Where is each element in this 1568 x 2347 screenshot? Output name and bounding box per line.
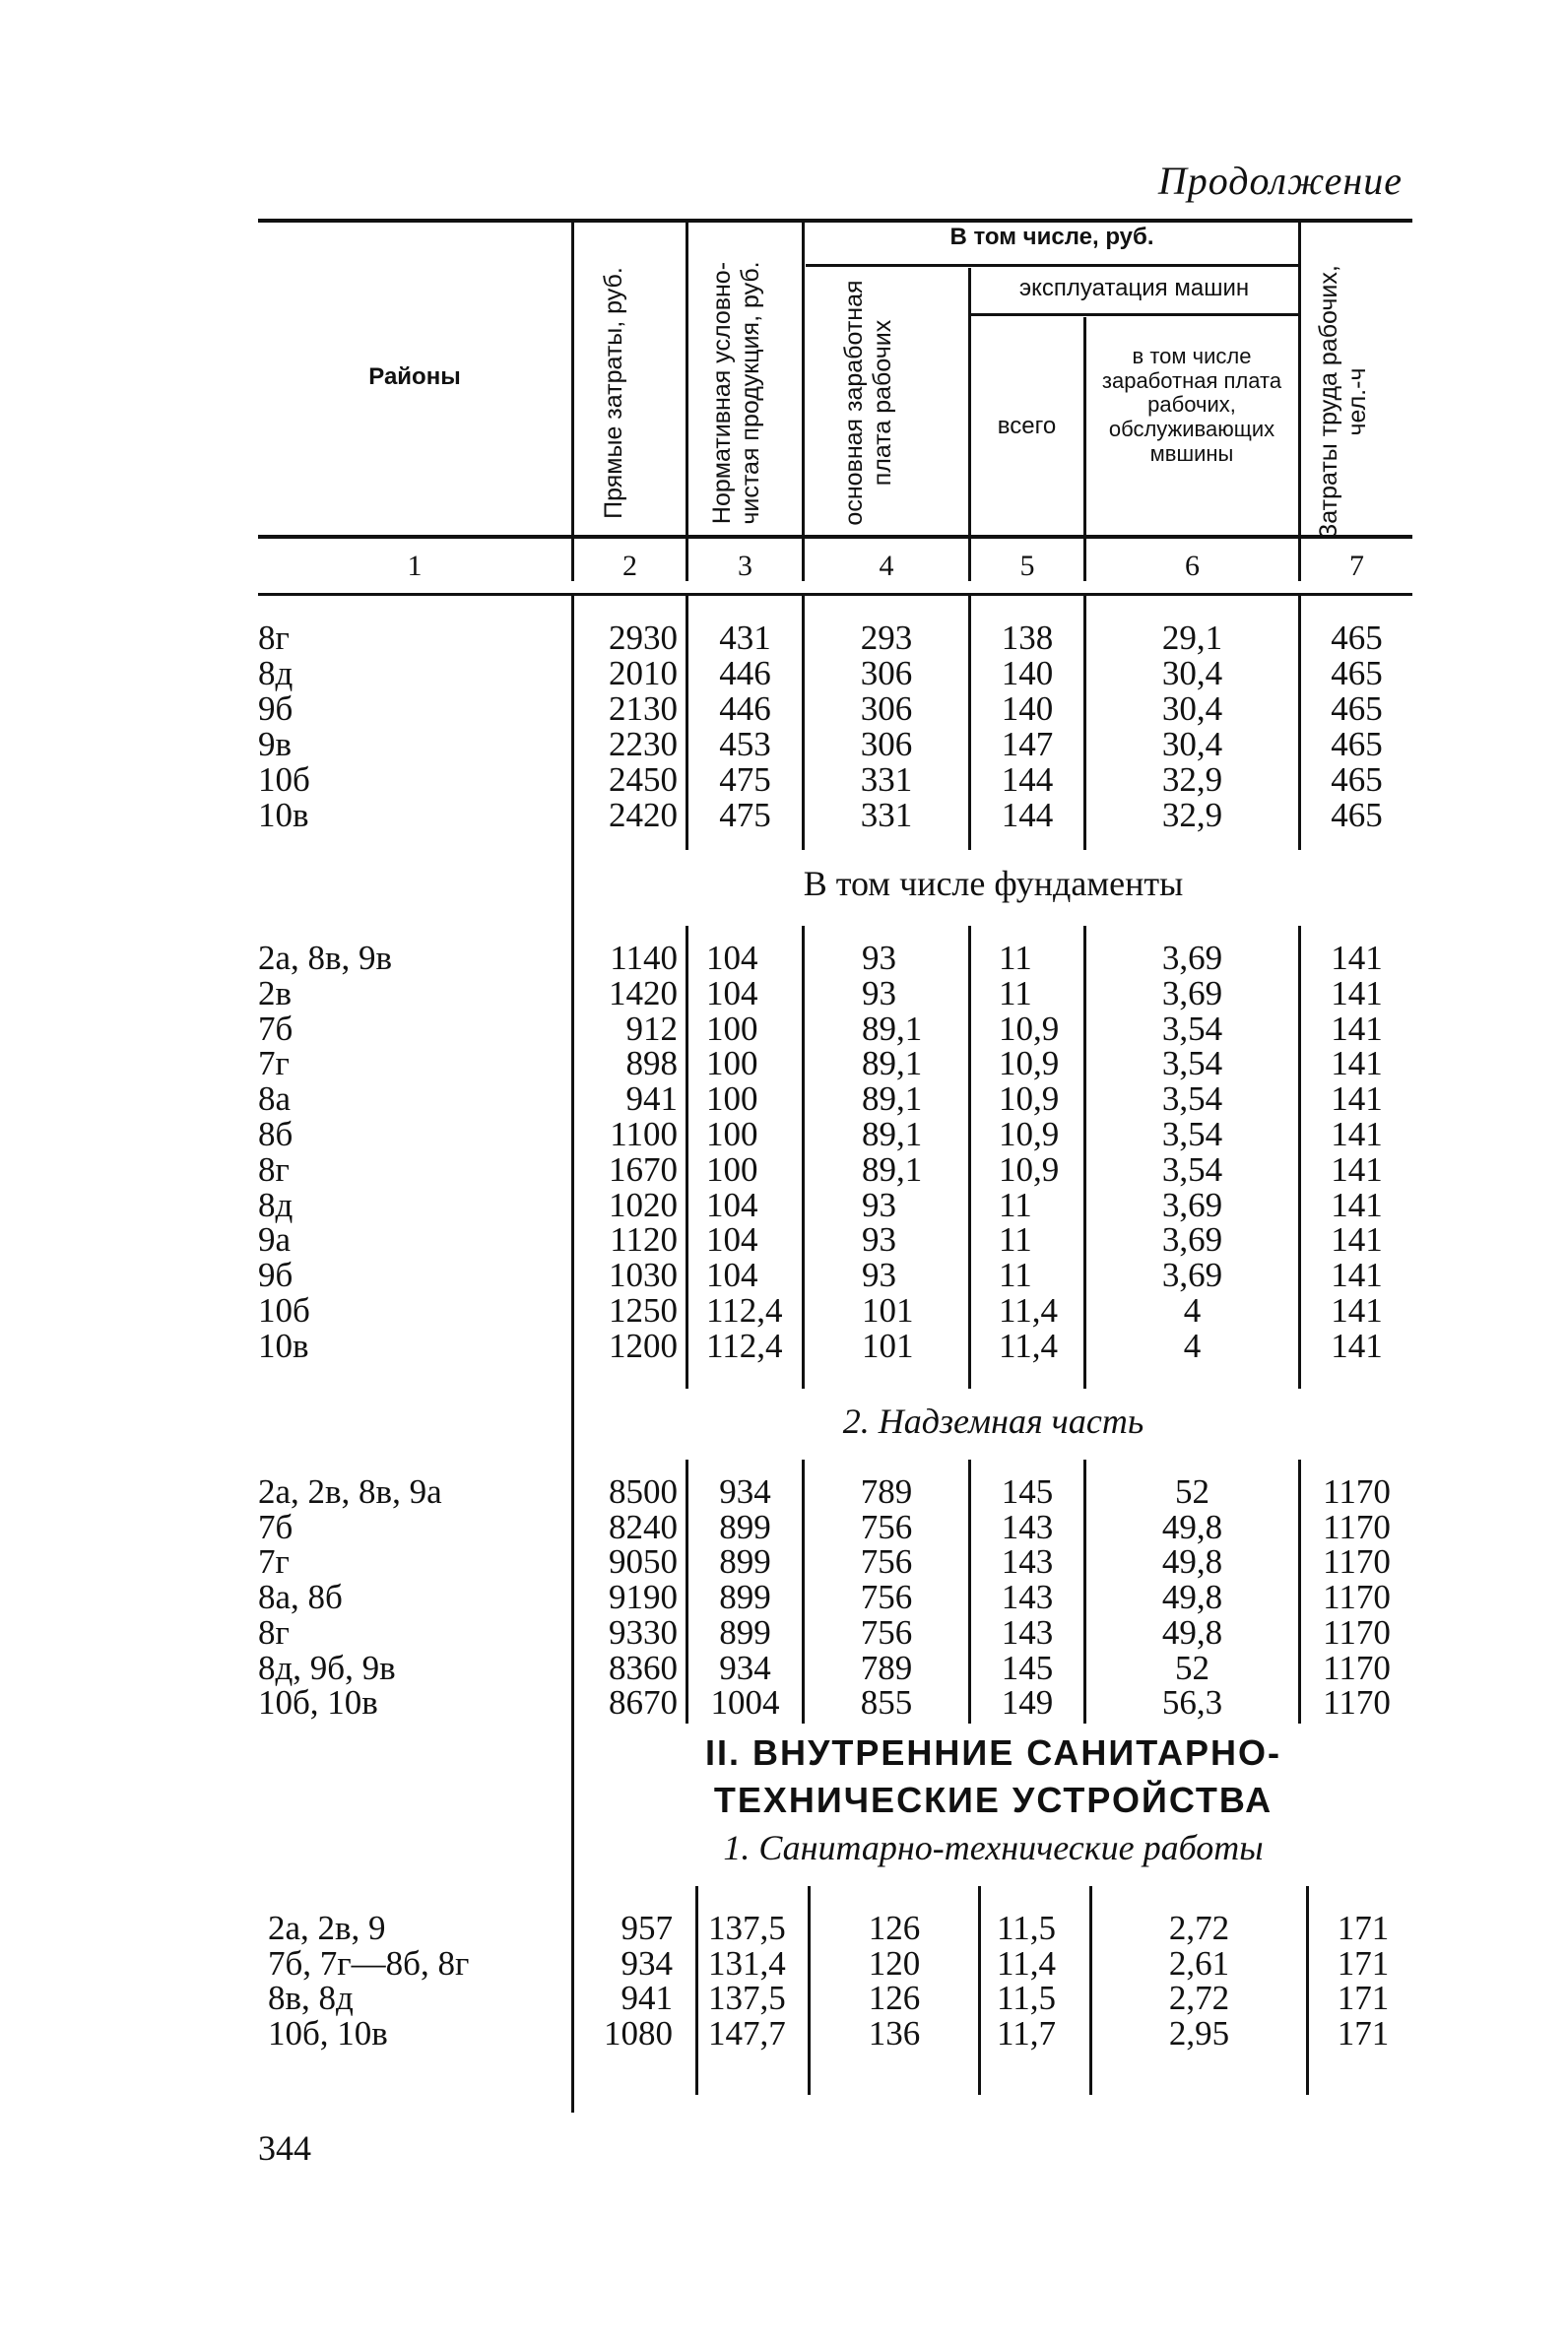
cell-labor-costs: 141 bbox=[1331, 1256, 1383, 1294]
cell-labor-costs: 1170 bbox=[1323, 1472, 1391, 1511]
cell-normative-product: 131,4 bbox=[708, 1944, 786, 1983]
cell-direct-costs: 2450 bbox=[609, 760, 678, 799]
cell-machine-total: 144 bbox=[1001, 760, 1054, 799]
cell-region: 8г bbox=[258, 1150, 290, 1189]
cell-region: 9б bbox=[258, 689, 294, 728]
cell-region: 10б, 10в bbox=[258, 1683, 378, 1722]
cell-normative-product: 100 bbox=[706, 1044, 758, 1082]
header-divider-6 bbox=[1298, 223, 1301, 581]
cell-direct-costs: 9190 bbox=[609, 1578, 678, 1616]
cell-base-wages: 756 bbox=[860, 1613, 913, 1652]
section-heading-sanitary-line1: II. ВНУТРЕННИЕ САНИТАРНО- bbox=[705, 1732, 1281, 1773]
cell-labor-costs: 1170 bbox=[1323, 1508, 1391, 1546]
header-normative-product bbox=[708, 243, 791, 543]
cell-direct-costs: 8670 bbox=[609, 1683, 678, 1722]
cell-direct-costs: 941 bbox=[625, 1079, 678, 1118]
cell-base-wages: 126 bbox=[868, 1909, 921, 1947]
cell-labor-costs: 141 bbox=[1331, 1079, 1383, 1118]
cell-base-wages: 306 bbox=[860, 725, 913, 763]
section-title-foundations: В том числе фундаменты bbox=[803, 864, 1184, 903]
cell-machine-total: 140 bbox=[1001, 654, 1054, 692]
cell-direct-costs: 1120 bbox=[610, 1220, 678, 1259]
cell-operator-wages: 3,54 bbox=[1161, 1115, 1223, 1153]
cell-direct-costs: 8360 bbox=[609, 1649, 678, 1687]
cell-base-wages: 89,1 bbox=[862, 1115, 923, 1153]
header-total: всего bbox=[997, 413, 1057, 439]
cell-operator-wages: 3,69 bbox=[1161, 974, 1223, 1012]
cell-direct-costs: 2230 bbox=[609, 725, 678, 763]
cell-direct-costs: 8500 bbox=[609, 1472, 678, 1511]
cell-labor-costs: 171 bbox=[1337, 1909, 1390, 1947]
cell-region: 8д bbox=[258, 1186, 294, 1224]
cell-machine-total: 10,9 bbox=[999, 1079, 1060, 1118]
cell-labor-costs: 141 bbox=[1331, 1220, 1383, 1259]
cell-operator-wages: 30,4 bbox=[1161, 654, 1223, 692]
cell-operator-wages: 2,95 bbox=[1168, 2014, 1230, 2053]
section-heading-sanitary-line2: ТЕХНИЧЕСКИЕ УСТРОЙСТВА bbox=[713, 1780, 1274, 1820]
cell-region: 2в bbox=[258, 974, 293, 1012]
cell-labor-costs: 171 bbox=[1337, 1944, 1390, 1983]
cell-labor-costs: 1170 bbox=[1323, 1542, 1391, 1581]
cell-direct-costs: 934 bbox=[621, 1944, 673, 1983]
cell-normative-product: 1004 bbox=[710, 1683, 780, 1722]
cell-normative-product: 934 bbox=[719, 1472, 771, 1511]
cell-labor-costs: 141 bbox=[1331, 1291, 1383, 1330]
cell-labor-costs: 465 bbox=[1331, 796, 1383, 834]
cell-normative-product: 147,7 bbox=[708, 2014, 786, 2053]
header-normative-product-text: Нормативная условно-чистая продукция, руб. bbox=[708, 261, 764, 525]
cell-normative-product: 899 bbox=[719, 1578, 771, 1616]
cell-direct-costs: 957 bbox=[621, 1909, 673, 1947]
cell-base-wages: 89,1 bbox=[862, 1044, 923, 1082]
cell-normative-product: 104 bbox=[706, 974, 758, 1012]
cell-labor-costs: 141 bbox=[1331, 974, 1383, 1012]
cell-region: 2а, 2в, 8в, 9а bbox=[258, 1472, 442, 1511]
cell-base-wages: 855 bbox=[860, 1683, 913, 1722]
cell-machine-total: 145 bbox=[1001, 1649, 1054, 1687]
cell-machine-total: 11,4 bbox=[999, 1327, 1058, 1365]
cell-normative-product: 100 bbox=[706, 1115, 758, 1153]
cell-region: 9б bbox=[258, 1256, 294, 1294]
cell-region: 10в bbox=[258, 1327, 309, 1365]
cell-labor-costs: 141 bbox=[1331, 1115, 1383, 1153]
cell-direct-costs: 1020 bbox=[609, 1186, 678, 1224]
cell-direct-costs: 1670 bbox=[609, 1150, 678, 1189]
cell-labor-costs: 465 bbox=[1331, 725, 1383, 763]
cell-direct-costs: 898 bbox=[625, 1044, 678, 1082]
cell-machine-total: 11,7 bbox=[997, 2014, 1056, 2053]
cell-region: 10б bbox=[258, 1291, 310, 1330]
header-regions: Районы bbox=[368, 363, 461, 390]
colnum-bottom-rule bbox=[258, 593, 1412, 596]
cell-operator-wages: 49,8 bbox=[1161, 1578, 1223, 1616]
colnum-1: 1 bbox=[407, 550, 423, 582]
cell-direct-costs: 1420 bbox=[609, 974, 678, 1012]
cell-operator-wages: 4 bbox=[1183, 1291, 1202, 1330]
header-bottom-rule bbox=[258, 535, 1412, 539]
cell-direct-costs: 9330 bbox=[609, 1613, 678, 1652]
cell-base-wages: 306 bbox=[860, 654, 913, 692]
cell-direct-costs: 1080 bbox=[604, 2014, 673, 2053]
cell-machine-total: 143 bbox=[1001, 1613, 1054, 1652]
cell-region: 8г bbox=[258, 619, 290, 657]
cell-region: 8д bbox=[258, 654, 294, 692]
cell-machine-total: 10,9 bbox=[999, 1115, 1060, 1153]
header-machine-operation: эксплуатация машин bbox=[1018, 275, 1250, 301]
cell-base-wages: 126 bbox=[868, 1979, 921, 2017]
cell-machine-total: 11,4 bbox=[997, 1944, 1056, 1983]
cell-operator-wages: 3,54 bbox=[1161, 1079, 1223, 1118]
cell-operator-wages: 2,72 bbox=[1168, 1979, 1230, 2017]
cell-labor-costs: 465 bbox=[1331, 654, 1383, 692]
colnum-2: 2 bbox=[622, 550, 637, 582]
cell-base-wages: 331 bbox=[860, 796, 913, 834]
cell-operator-wages: 32,9 bbox=[1161, 796, 1223, 834]
cell-region: 10в bbox=[258, 796, 309, 834]
cell-normative-product: 431 bbox=[719, 619, 771, 657]
body4-divider-2 bbox=[695, 1886, 698, 2095]
cell-normative-product: 100 bbox=[706, 1010, 758, 1048]
cell-operator-wages: 30,4 bbox=[1161, 689, 1223, 728]
cell-base-wages: 136 bbox=[868, 2014, 921, 2053]
cell-base-wages: 756 bbox=[860, 1578, 913, 1616]
header-divider-3 bbox=[802, 223, 805, 581]
cell-machine-total: 10,9 bbox=[999, 1150, 1060, 1189]
cell-labor-costs: 141 bbox=[1331, 1010, 1383, 1048]
cell-region: 8г bbox=[258, 1613, 290, 1652]
cell-operator-wages: 30,4 bbox=[1161, 725, 1223, 763]
cell-direct-costs: 1250 bbox=[609, 1291, 678, 1330]
cell-machine-total: 144 bbox=[1001, 796, 1054, 834]
cell-labor-costs: 1170 bbox=[1323, 1578, 1391, 1616]
cell-base-wages: 93 bbox=[862, 974, 896, 1012]
cell-labor-costs: 1170 bbox=[1323, 1683, 1391, 1722]
cell-base-wages: 331 bbox=[860, 760, 913, 799]
cell-normative-product: 100 bbox=[706, 1150, 758, 1189]
subgroup-rule bbox=[970, 313, 1298, 316]
cell-base-wages: 93 bbox=[862, 1256, 896, 1294]
cell-operator-wages: 49,8 bbox=[1161, 1508, 1223, 1546]
cell-direct-costs: 2130 bbox=[609, 689, 678, 728]
cell-machine-total: 11,4 bbox=[999, 1291, 1058, 1330]
cell-machine-total: 10,9 bbox=[999, 1010, 1060, 1048]
cell-base-wages: 93 bbox=[862, 939, 896, 977]
cell-machine-total: 145 bbox=[1001, 1472, 1054, 1511]
cell-normative-product: 104 bbox=[706, 1186, 758, 1224]
cell-operator-wages: 52 bbox=[1175, 1472, 1209, 1511]
cell-direct-costs: 2930 bbox=[609, 619, 678, 657]
cell-region: 9а bbox=[258, 1220, 292, 1259]
header-divider-2 bbox=[686, 223, 688, 581]
cell-normative-product: 104 bbox=[706, 1220, 758, 1259]
continuation-caption: Продолжение bbox=[1157, 159, 1403, 203]
cell-base-wages: 756 bbox=[860, 1508, 913, 1546]
header-top-rule bbox=[258, 219, 1412, 223]
cell-normative-product: 475 bbox=[719, 760, 771, 799]
header-divider-1 bbox=[571, 223, 574, 581]
cell-labor-costs: 171 bbox=[1337, 2014, 1390, 2053]
cell-base-wages: 89,1 bbox=[862, 1079, 923, 1118]
header-operator-wages: в том числе заработная плата рабочих, обслуживающих мвшины bbox=[1101, 344, 1282, 466]
colnum-7: 7 bbox=[1349, 550, 1364, 582]
cell-normative-product: 446 bbox=[719, 689, 771, 728]
cell-direct-costs: 1100 bbox=[610, 1115, 678, 1153]
cell-direct-costs: 2420 bbox=[609, 796, 678, 834]
cell-region: 2а, 2в, 9 bbox=[268, 1909, 386, 1947]
cell-normative-product: 137,5 bbox=[708, 1909, 786, 1947]
cell-normative-product: 112,4 bbox=[706, 1291, 783, 1330]
cell-operator-wages: 3,69 bbox=[1161, 1220, 1223, 1259]
header-base-wages bbox=[840, 250, 929, 555]
cell-region: 8а, 8б bbox=[258, 1578, 343, 1616]
cell-region: 7б bbox=[258, 1010, 294, 1048]
cell-region: 7б bbox=[258, 1508, 294, 1546]
cell-region: 7г bbox=[258, 1542, 290, 1581]
body2-divider-2 bbox=[686, 926, 688, 1389]
cell-normative-product: 104 bbox=[706, 939, 758, 977]
cell-machine-total: 143 bbox=[1001, 1542, 1054, 1581]
cell-operator-wages: 4 bbox=[1183, 1327, 1202, 1365]
cell-labor-costs: 141 bbox=[1331, 1044, 1383, 1082]
colnum-5: 5 bbox=[1019, 550, 1035, 582]
cell-operator-wages: 56,3 bbox=[1161, 1683, 1223, 1722]
cell-region: 7б, 7г—8б, 8г bbox=[268, 1944, 470, 1983]
cell-direct-costs: 1030 bbox=[609, 1256, 678, 1294]
header-divider-5 bbox=[1083, 317, 1086, 581]
cell-base-wages: 93 bbox=[862, 1220, 896, 1259]
body2-divider-4 bbox=[968, 926, 971, 1389]
cell-normative-product: 899 bbox=[719, 1613, 771, 1652]
cell-normative-product: 104 bbox=[706, 1256, 758, 1294]
cell-machine-total: 11 bbox=[999, 1256, 1032, 1294]
cell-normative-product: 934 bbox=[719, 1649, 771, 1687]
cell-region: 8в, 8д bbox=[268, 1979, 354, 2017]
cell-region: 9в bbox=[258, 725, 293, 763]
cell-normative-product: 453 bbox=[719, 725, 771, 763]
section-title-sanitary-works: 1. Санитарно-технические работы bbox=[723, 1828, 1264, 1867]
cell-machine-total: 11 bbox=[999, 1186, 1032, 1224]
cell-direct-costs: 8240 bbox=[609, 1508, 678, 1546]
cell-machine-total: 143 bbox=[1001, 1578, 1054, 1616]
cell-direct-costs: 2010 bbox=[609, 654, 678, 692]
header-labor-costs-text: Затраты труда рабочих, чел.-ч bbox=[1315, 265, 1371, 539]
cell-direct-costs: 1200 bbox=[609, 1327, 678, 1365]
cell-operator-wages: 3,69 bbox=[1161, 939, 1223, 977]
cell-base-wages: 306 bbox=[860, 689, 913, 728]
header-labor-costs bbox=[1315, 254, 1394, 550]
cell-region: 8а bbox=[258, 1079, 292, 1118]
section-title-aboveground: 2. Надземная часть bbox=[842, 1402, 1144, 1441]
cell-region: 8д, 9б, 9в bbox=[258, 1649, 396, 1687]
cell-base-wages: 89,1 bbox=[862, 1010, 923, 1048]
cell-base-wages: 101 bbox=[862, 1327, 914, 1365]
cell-labor-costs: 171 bbox=[1337, 1979, 1390, 2017]
cell-machine-total: 11,5 bbox=[997, 1979, 1056, 2017]
cell-base-wages: 293 bbox=[860, 619, 913, 657]
cell-operator-wages: 49,8 bbox=[1161, 1613, 1223, 1652]
cell-normative-product: 475 bbox=[719, 796, 771, 834]
cell-normative-product: 446 bbox=[719, 654, 771, 692]
cell-region: 2а, 8в, 9в bbox=[258, 939, 393, 977]
cell-machine-total: 143 bbox=[1001, 1508, 1054, 1546]
header-group: В том числе, руб. bbox=[949, 224, 1154, 250]
cell-machine-total: 11 bbox=[999, 1220, 1032, 1259]
cell-operator-wages: 3,69 bbox=[1161, 1256, 1223, 1294]
cell-base-wages: 120 bbox=[868, 1944, 921, 1983]
cell-machine-total: 147 bbox=[1001, 725, 1054, 763]
header-direct-costs: Прямые затраты, руб. bbox=[600, 267, 627, 519]
colnum-6: 6 bbox=[1185, 550, 1200, 582]
cell-operator-wages: 2,72 bbox=[1168, 1909, 1230, 1947]
cell-base-wages: 756 bbox=[860, 1542, 913, 1581]
cell-operator-wages: 3,54 bbox=[1161, 1010, 1223, 1048]
cell-base-wages: 101 bbox=[862, 1291, 914, 1330]
cell-operator-wages: 32,9 bbox=[1161, 760, 1223, 799]
header-base-wages-text: основная заработная плата рабочих bbox=[840, 280, 896, 526]
cell-labor-costs: 1170 bbox=[1323, 1649, 1391, 1687]
cell-operator-wages: 52 bbox=[1175, 1649, 1209, 1687]
cell-operator-wages: 29,1 bbox=[1161, 619, 1223, 657]
cell-region: 10б bbox=[258, 760, 310, 799]
cell-direct-costs: 1140 bbox=[610, 939, 678, 977]
cell-operator-wages: 3,54 bbox=[1161, 1044, 1223, 1082]
cell-machine-total: 11 bbox=[999, 974, 1032, 1012]
cell-base-wages: 789 bbox=[860, 1649, 913, 1687]
cell-direct-costs: 9050 bbox=[609, 1542, 678, 1581]
cell-labor-costs: 141 bbox=[1331, 1186, 1383, 1224]
cell-labor-costs: 465 bbox=[1331, 619, 1383, 657]
cell-machine-total: 149 bbox=[1001, 1683, 1054, 1722]
cell-operator-wages: 3,54 bbox=[1161, 1150, 1223, 1189]
cell-labor-costs: 141 bbox=[1331, 1327, 1383, 1365]
cell-labor-costs: 141 bbox=[1331, 939, 1383, 977]
cell-machine-total: 11 bbox=[999, 939, 1032, 977]
page-number: 344 bbox=[258, 2128, 311, 2168]
cell-labor-costs: 465 bbox=[1331, 689, 1383, 728]
colnum-4: 4 bbox=[879, 550, 894, 582]
cell-direct-costs: 941 bbox=[621, 1979, 673, 2017]
cell-region: 10б, 10в bbox=[268, 2014, 388, 2053]
cell-labor-costs: 1170 bbox=[1323, 1613, 1391, 1652]
cell-base-wages: 789 bbox=[860, 1472, 913, 1511]
cell-normative-product: 899 bbox=[719, 1508, 771, 1546]
cell-normative-product: 899 bbox=[719, 1542, 771, 1581]
cell-operator-wages: 3,69 bbox=[1161, 1186, 1223, 1224]
cell-base-wages: 93 bbox=[862, 1186, 896, 1224]
cell-normative-product: 137,5 bbox=[708, 1979, 786, 2017]
cell-region: 7г bbox=[258, 1044, 290, 1082]
cell-region: 8б bbox=[258, 1115, 294, 1153]
cell-base-wages: 89,1 bbox=[862, 1150, 923, 1189]
cell-machine-total: 11,5 bbox=[997, 1909, 1056, 1947]
cell-operator-wages: 2,61 bbox=[1168, 1944, 1230, 1983]
cell-normative-product: 112,4 bbox=[706, 1327, 783, 1365]
cell-labor-costs: 141 bbox=[1331, 1150, 1383, 1189]
cell-machine-total: 138 bbox=[1001, 619, 1054, 657]
colnum-3: 3 bbox=[738, 550, 752, 582]
cell-operator-wages: 49,8 bbox=[1161, 1542, 1223, 1581]
cell-normative-product: 100 bbox=[706, 1079, 758, 1118]
body4-divider-4 bbox=[978, 1886, 981, 2095]
cell-machine-total: 10,9 bbox=[999, 1044, 1060, 1082]
body2-divider-3 bbox=[802, 926, 805, 1389]
cell-direct-costs: 912 bbox=[625, 1010, 678, 1048]
cell-labor-costs: 465 bbox=[1331, 760, 1383, 799]
cell-machine-total: 140 bbox=[1001, 689, 1054, 728]
